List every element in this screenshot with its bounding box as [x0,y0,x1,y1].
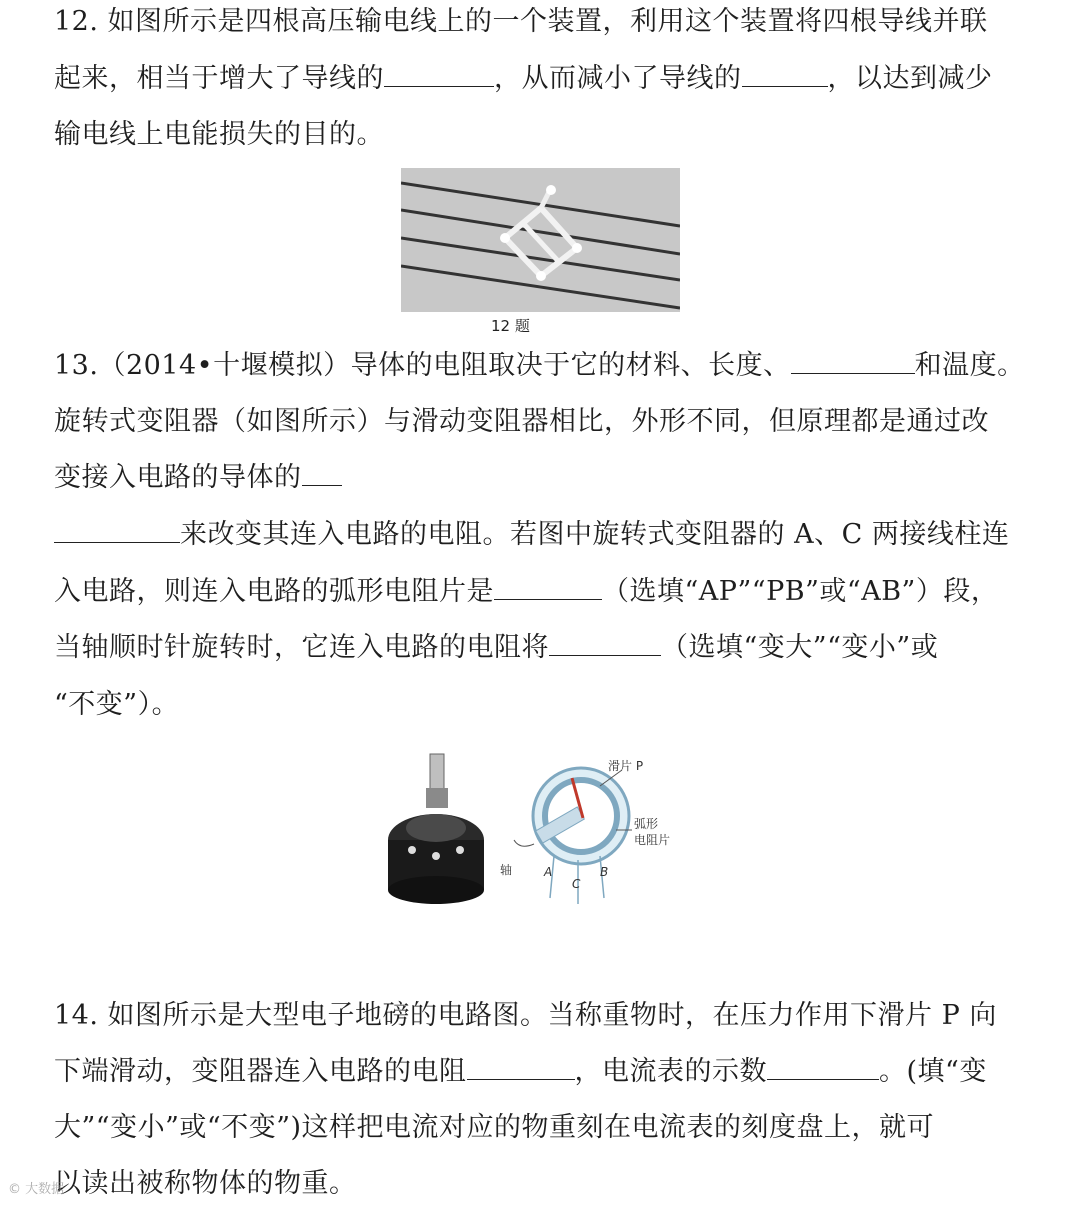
q13-line4: 来改变其连入电路的电阻。若图中旋转式变阻器的 A、C 两接线柱连 [54,507,1044,564]
rheostat-schematic [500,758,670,904]
q14-line1: 14. 如图所示是大型电子地磅的电路图。当称重物时，在压力作用下滑片 P 向 [54,1000,997,1031]
q14-line3: 大”“变小”或“不变”)这样把电流对应的物重刻在电流表的刻度盘上，就可 [54,1112,935,1143]
q13-line6: 当轴顺时针旋转时，它连入电路的电阻将 （选填“变大”“变小”或 [54,632,939,663]
q14-blank-1 [467,1057,575,1080]
q13-blank-3 [494,577,602,600]
rotary-rheostat-image [386,748,686,912]
q14-line4: 以读出被称物体的物重。 [54,1168,357,1199]
q13-line7: “不变”）。 [54,689,180,720]
potentiometer-photo [388,754,484,904]
q12-figure-caption: 12 题 [491,317,530,335]
label-slider-p: 滑片 P [608,759,644,773]
label-b: B [600,865,609,879]
q12-line1: 12. 如图所示是四根高压输电线上的一个装置，利用这个装置将四根导线并联 [54,6,988,37]
q13-line3: 变接入电路的导体的 [54,450,1044,507]
q14-line2: 下端滑动，变阻器连入电路的电阻 ，电流表的示数 。(填“变 [54,1056,987,1087]
power-line-spacer-image [401,168,680,312]
label-arc-1: 弧形 [634,817,659,831]
label-c: C [572,877,581,891]
label-a: A [544,865,553,879]
q13-line2: 旋转式变阻器（如图所示）与滑动变阻器相比，外形不同，但原理都是通过改 [54,406,989,437]
q12-figure-power-lines [401,168,680,312]
q13-blank-4 [549,633,661,656]
label-arc-2: 电阻片 [634,833,671,847]
q14-blank-2 [767,1057,879,1080]
q13-blank-2b [54,520,180,543]
q13-blank-1 [791,351,915,374]
q12-line2: 起来，相当于增大了导线的 ，从而减小了导线的 ，以达到减少 [54,63,993,94]
q13-blank-2a [302,463,342,486]
q13-line5: 入电路，则连入电路的弧形电阻片是 （选填“AP”“PB”或“AB”）段， [54,576,999,607]
q12-blank-1 [384,64,494,87]
q12-line3: 输电线上电能损失的目的。 [54,119,384,150]
watermark: © 大数据 [8,1182,65,1197]
q13-line1: 13.（2014•十堰模拟）导体的电阻取决于它的材料、长度、 和温度。 [54,350,1025,381]
q12-blank-2 [742,64,828,87]
q13-figure-rotary-rheostat [386,748,686,912]
label-shaft: 轴 [500,863,513,877]
